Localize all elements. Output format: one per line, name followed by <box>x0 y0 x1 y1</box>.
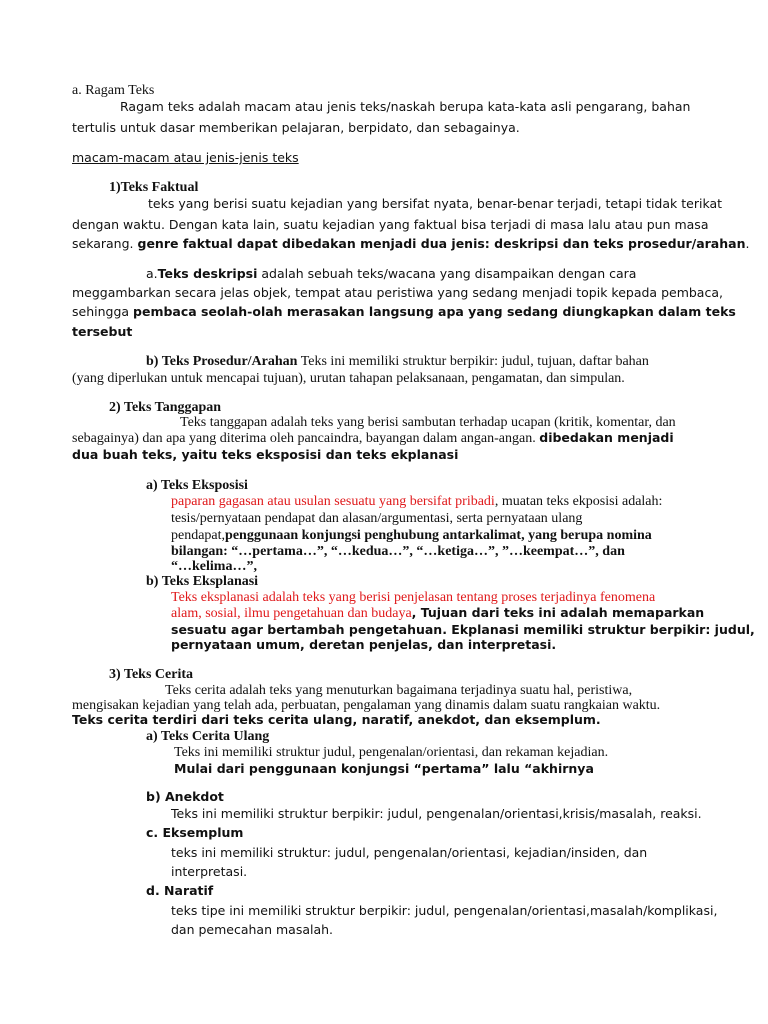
deskripsi-line-1 <box>146 268 636 281</box>
eksposisi-line-4: bilangan: “…pertama…”, “…kedua…”, “…ketiga…”, ”…keempat…”, dan <box>171 544 625 559</box>
anekdot-line-1: Teks ini memiliki struktur berpikir: judul, pengenalan/orientasi,krisis/masalah, reaksi. <box>171 806 702 821</box>
eksposisi-line-5: “…kelima…”, <box>171 559 257 574</box>
eksplanasi-line-3: sesuatu agar bertambah pengetahuan. Ekplanasi memiliki struktur berpikir: judul, <box>171 622 755 637</box>
tanggapan-line-2 <box>72 432 674 446</box>
prosedur-line-1-text: Teks ini memiliki struktur berpikir: judul, tujuan, daftar bahan <box>297 354 649 369</box>
eksposisi-line-3-text: pendapat, <box>171 528 226 543</box>
tanggapan-line-3: dua buah teks, yaitu teks eksposisi dan teks ekplanasi <box>72 447 459 462</box>
cerita-ulang-line-1: Teks ini memiliki struktur judul, pengenalan/orientasi, dan rekaman kejadian. <box>174 745 609 760</box>
deskripsi-line-2: meggambarkan secara jelas objek, tempat atau peristiwa yang sedang menjadi topik kepada pembaca, <box>72 285 723 300</box>
deskripsi-marker: a. <box>146 266 158 281</box>
eksplanasi-line-1: Teks eksplanasi adalah teks yang berisi penjelasan tentang proses terjadinya fenomena <box>171 590 656 605</box>
eksposisi-line-2: tesis/pernyataan pendapat dan alasan/argumentasi, serta pernyataan ulang <box>171 511 583 526</box>
faktual-line-1: teks yang berisi suatu kejadian yang bersifat nyata, benar-benar terjadi, tetapi tidak terikat <box>148 196 723 211</box>
heading-teks-tanggapan: 2) Teks Tanggapan <box>109 400 222 415</box>
eksplanasi-highlight: alam, sosial, ilmu pengetahuan dan budaya <box>171 606 412 621</box>
faktual-line-3-period: . <box>745 236 750 251</box>
cerita-line-1: Teks cerita adalah teks yang menuturkan bagaimana terjadinya suatu hal, peristiwa, <box>165 683 633 698</box>
heading-teks-eksposisi: a) Teks Eksposisi <box>146 478 248 493</box>
deskripsi-line-3 <box>72 306 736 319</box>
heading-ragam-teks: a. Ragam Teks <box>72 83 155 98</box>
faktual-line-3-text: sekarang. <box>72 236 138 251</box>
faktual-genre-emphasis: genre faktual dapat dibedakan menjadi dua jenis: deskripsi dan teks prosedur/arahan <box>137 236 746 251</box>
heading-teks-faktual: 1)Teks Faktual <box>109 180 199 195</box>
eksplanasi-line-4: pernyataan umum, deretan penjelas, dan interpretasi. <box>171 637 557 652</box>
tanggapan-line-2-text: sebagainya) dan apa yang diterima oleh pancaindra, bayangan dalam angan-angan. <box>72 431 540 446</box>
eksposisi-line-1 <box>171 495 662 509</box>
heading-anekdot: b) Anekdot <box>146 789 224 804</box>
eksposisi-line-1-text: , muatan teks ekposisi adalah: <box>494 494 663 509</box>
eksemplum-line-2: interpretasi. <box>171 864 248 879</box>
deskripsi-emphasis: pembaca seolah-olah merasakan langsung apa yang sedang diungkapkan dalam teks <box>133 304 736 319</box>
heading-naratif: d. Naratif <box>146 883 214 898</box>
deskripsi-line-3-text: sehingga <box>72 304 134 319</box>
eksposisi-line-3 <box>171 529 652 543</box>
naratif-line-1: teks tipe ini memiliki struktur berpikir: judul, pengenalan/orientasi,masalah/komplikasi, <box>171 903 718 918</box>
deskripsi-line-4: tersebut <box>72 324 133 339</box>
prosedur-title: b) Teks Prosedur/Arahan <box>146 354 298 369</box>
heading-teks-eksplanasi: b) Teks Eksplanasi <box>146 574 259 589</box>
eksposisi-highlight: paparan gagasan atau usulan sesuatu yang bersifat pribadi <box>171 494 495 509</box>
heading-cerita-ulang: a) Teks Cerita Ulang <box>146 729 270 744</box>
deskripsi-line-1-text: adalah sebuah teks/wacana yang disampaikan dengan cara <box>257 266 637 281</box>
ragam-paragraph-line-2: tertulis untuk dasar memberikan pelajaran, berpidato, dan sebagainya. <box>72 120 520 135</box>
prosedur-line-1 <box>146 355 649 369</box>
eksplanasi-emphasis: , Tujuan dari teks ini adalah memaparkan <box>411 605 705 620</box>
heading-teks-cerita: 3) Teks Cerita <box>109 667 193 682</box>
faktual-line-2: dengan waktu. Dengan kata lain, suatu kejadian yang faktual bisa terjadi di masa lalu atau pun masa <box>72 217 709 232</box>
heading-eksemplum: c. Eksemplum <box>146 825 244 840</box>
eksposisi-emphasis: penggunaan konjungsi penghubung antarkalimat, yang berupa nomina <box>225 528 652 543</box>
eksemplum-line-1: teks ini memiliki struktur: judul, pengenalan/orientasi, kejadian/insiden, dan <box>171 845 648 860</box>
cerita-line-2: mengisakan kejadian yang telah ada, perbuatan, pengalaman yang dinamis dalam suatu rangkaian waktu. <box>72 698 661 713</box>
subheading-macam-teks: macam-macam atau jenis-jenis teks <box>72 150 299 165</box>
naratif-line-2: dan pemecahan masalah. <box>171 922 334 937</box>
faktual-line-3 <box>72 238 749 251</box>
cerita-line-3: Teks cerita terdiri dari teks cerita ulang, naratif, anekdot, dan eksemplum. <box>72 712 601 727</box>
cerita-ulang-line-2: Mulai dari penggunaan konjungsi “pertama” lalu “akhirnya <box>174 761 594 776</box>
tanggapan-emphasis-1: dibedakan menjadi <box>539 430 674 445</box>
ragam-paragraph-line-1: Ragam teks adalah macam atau jenis teks/naskah berupa kata-kata asli pengarang, bahan <box>120 99 691 114</box>
prosedur-line-2: (yang diperlukan untuk mencapai tujuan), urutan tahapan pelaksanaan, pengamatan, dan simpulan. <box>72 371 625 386</box>
eksplanasi-line-2 <box>171 607 704 621</box>
deskripsi-title: Teks deskripsi <box>157 266 258 281</box>
tanggapan-line-1: Teks tanggapan adalah teks yang berisi sambutan terhadap ucapan (kritik, komentar, dan <box>180 415 676 430</box>
